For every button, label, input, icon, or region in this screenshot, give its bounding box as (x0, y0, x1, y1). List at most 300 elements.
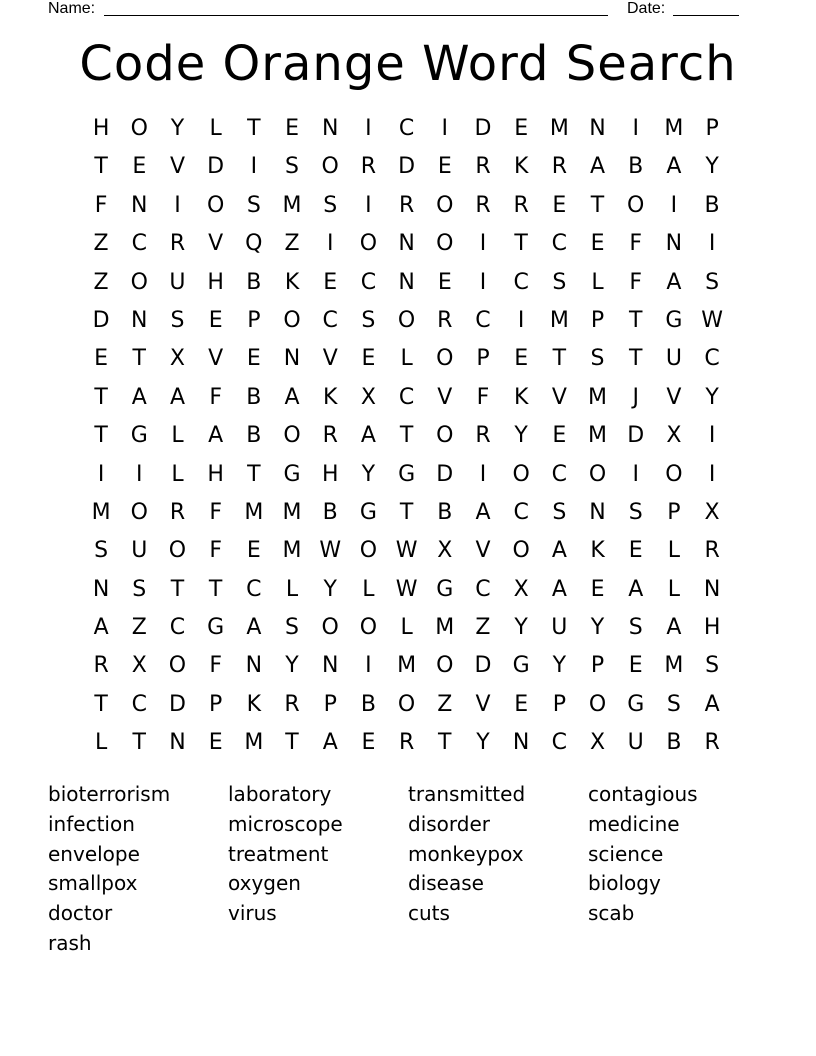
grid-cell: X (513, 576, 529, 602)
word-list-item: laboratory (228, 782, 332, 806)
grid-cell: V (437, 384, 453, 410)
word-list-item: treatment (228, 841, 329, 866)
grid-cell: Y (590, 615, 605, 641)
grid-cell: O (283, 307, 301, 333)
grid-cell: L (667, 538, 681, 564)
grid-cell: C (169, 615, 186, 641)
grid-cell: M (282, 192, 302, 218)
grid-cell: N (131, 192, 148, 218)
grid-cell: G (627, 691, 645, 717)
grid-cell: S (323, 192, 338, 218)
grid-cell: I (326, 231, 334, 257)
grid-cell: T (94, 384, 108, 410)
grid-cell: T (132, 730, 146, 756)
grid-cell: A (131, 384, 147, 410)
name-label: Name: (48, 0, 96, 17)
grid-cell: A (322, 730, 338, 756)
grid-cell: C (551, 231, 568, 257)
grid-cell: B (437, 499, 453, 525)
grid-cell: E (552, 423, 567, 449)
grid-cell: T (94, 691, 108, 717)
grid-cell: I (250, 154, 258, 180)
grid-cell: U (665, 346, 682, 372)
word-list-item: bioterrorism (48, 782, 171, 806)
grid-row (82, 417, 732, 455)
grid-cell: W (701, 307, 723, 333)
grid-row (82, 148, 732, 186)
grid-cell: T (628, 346, 643, 372)
grid-cell: P (590, 653, 605, 679)
grid-cell: R (169, 231, 186, 257)
grid-row (82, 379, 732, 417)
grid-cell: V (666, 384, 682, 410)
grid-cell: C (322, 307, 338, 333)
grid-cell: R (437, 307, 453, 333)
grid-row (82, 686, 732, 724)
grid-cell: R (169, 499, 186, 525)
grid-cell: Z (437, 691, 453, 717)
grid-cell: C (513, 499, 529, 525)
grid-cell: A (666, 269, 682, 295)
grid-cell: T (247, 116, 261, 141)
grid-cell: G (130, 423, 148, 449)
grid-cell: K (590, 538, 605, 564)
grid-row (82, 110, 732, 148)
grid-cell: A (666, 154, 682, 180)
grid-cell: T (208, 576, 223, 602)
grid-cell: A (246, 615, 262, 641)
grid-cell: V (208, 346, 224, 372)
grid-cell: D (398, 154, 416, 180)
grid-cell: C (513, 269, 529, 295)
grid-cell: O (436, 192, 454, 218)
grid-cell: V (208, 231, 224, 257)
grid-cell: E (94, 346, 109, 372)
grid-cell: W (319, 538, 342, 564)
grid-cell: D (92, 307, 110, 333)
grid-cell: A (93, 615, 109, 641)
grid-cell: E (285, 116, 299, 141)
grid-cell: I (365, 653, 372, 679)
grid-cell: M (664, 653, 684, 679)
grid-cell: B (246, 269, 262, 295)
word-list-item: transmitted (408, 782, 526, 806)
grid-cell: O (359, 615, 378, 641)
grid-cell: N (589, 116, 606, 141)
grid-cell: L (94, 730, 108, 756)
grid-cell: V (475, 691, 491, 717)
grid-cell: B (246, 384, 262, 410)
grid-cell: K (323, 384, 338, 410)
grid-cell: T (628, 307, 643, 333)
grid-cell: N (283, 346, 301, 372)
grid-cell: Y (514, 423, 528, 449)
grid-cell: N (398, 231, 415, 257)
grid-cell: M (244, 730, 264, 756)
grid-cell: I (441, 116, 449, 141)
grid-cell: L (171, 461, 184, 487)
grid-cell: B (704, 192, 720, 218)
grid-cell: I (708, 423, 716, 449)
grid-cell: Z (131, 615, 147, 641)
grid-cell: I (708, 461, 716, 487)
grid-cell: Y (705, 154, 719, 180)
word-list-item: doctor (48, 901, 113, 926)
date-blank-line (673, 15, 739, 16)
grid-row (82, 187, 732, 225)
grid-cell: X (360, 384, 376, 410)
grid-cell: I (708, 231, 716, 257)
grid-cell: E (628, 653, 643, 679)
page-title: Code Orange Word Search (79, 36, 737, 92)
grid-cell: P (705, 116, 719, 141)
grid-cell: O (588, 461, 607, 487)
grid-cell: N (131, 307, 148, 333)
grid-cell: F (209, 499, 222, 525)
grid-cell: F (209, 384, 222, 410)
grid-cell: C (551, 730, 568, 756)
word-list-item: disorder (408, 811, 491, 836)
grid-cell: O (168, 538, 187, 564)
grid-cell: S (132, 576, 147, 602)
grid-cell: U (131, 538, 148, 564)
grid-cell: N (92, 576, 110, 602)
grid-cell: X (131, 653, 147, 679)
grid-cell: M (282, 538, 302, 564)
grid-cell: O (436, 231, 454, 257)
grid-cell: M (244, 499, 264, 525)
grid-cell: I (632, 461, 639, 487)
word-list-item: contagious (588, 782, 698, 806)
header-line (48, 0, 748, 20)
grid-cell: O (321, 615, 339, 641)
grid-cell: U (169, 269, 186, 295)
grid-cell: T (132, 346, 146, 372)
grid-cell: K (513, 154, 529, 180)
grid-cell: F (629, 269, 643, 295)
grid-row (82, 225, 732, 263)
grid-cell: F (629, 231, 643, 257)
grid-cell: N (398, 269, 415, 295)
word-list-item: cuts (408, 901, 450, 926)
grid-cell: A (704, 691, 720, 717)
grid-cell: A (169, 384, 185, 410)
grid-cell: I (517, 307, 525, 333)
grid-cell: S (246, 192, 261, 218)
grid-cell: T (399, 499, 414, 525)
grid-cell: V (475, 538, 491, 564)
grid-cell: O (168, 653, 187, 679)
word-list-item: smallpox (48, 871, 138, 896)
grid-cell: O (359, 231, 378, 257)
grid-cell: G (512, 653, 530, 679)
grid-cell: D (474, 116, 492, 141)
word-list-item: infection (48, 811, 135, 836)
grid-cell: D (436, 461, 454, 487)
grid-cell: I (136, 461, 143, 487)
grid-cell: M (664, 116, 684, 141)
grid-cell: U (551, 615, 568, 641)
grid-cell: G (398, 461, 416, 487)
grid-cell: S (705, 269, 720, 295)
grid-cell: G (283, 461, 301, 487)
grid-cell: O (665, 461, 683, 487)
grid-cell: N (665, 231, 683, 257)
grid-cell: C (360, 269, 377, 295)
grid-cell: C (398, 116, 415, 141)
grid-cell: X (589, 730, 606, 756)
grid-cell: O (512, 538, 530, 564)
grid-cell: C (704, 346, 720, 372)
grid-cell: A (284, 384, 300, 410)
grid-cell: Y (323, 576, 337, 602)
grid-cell: E (437, 154, 452, 180)
word-list-item: microscope (228, 811, 343, 836)
grid-cell: O (130, 499, 148, 525)
grid-cell: A (475, 499, 491, 525)
grid-cell: P (667, 499, 681, 525)
grid-cell: E (246, 538, 261, 564)
grid-cell: G (359, 499, 377, 525)
grid-cell: T (590, 192, 605, 218)
grid-cell: J (632, 384, 639, 410)
grid-cell: G (436, 576, 454, 602)
grid-cell: R (475, 192, 491, 218)
word-list-item: disease (408, 871, 484, 896)
grid-cell: O (436, 346, 454, 372)
grid-cell: Y (705, 384, 719, 410)
grid-cell: E (552, 192, 567, 218)
grid-cell: F (94, 192, 108, 218)
grid-cell: S (170, 307, 185, 333)
grid-cell: D (207, 154, 225, 180)
grid-row (82, 571, 732, 609)
grid-cell: M (549, 307, 569, 333)
grid-cell: R (93, 653, 109, 679)
grid-cell: O (130, 269, 148, 295)
grid-cell: E (361, 346, 376, 372)
grid-cell: S (590, 346, 605, 372)
grid-cell: Z (93, 269, 109, 295)
grid-cell: X (666, 423, 682, 449)
grid-cell: I (632, 116, 639, 141)
grid-cell: D (474, 653, 492, 679)
grid-cell: C (131, 691, 147, 717)
grid-cell: C (246, 576, 262, 602)
grid-cell: I (97, 461, 105, 487)
grid-cell: K (246, 691, 262, 717)
grid-cell: P (209, 691, 223, 717)
grid-cell: A (666, 615, 682, 641)
grid-cell: E (132, 154, 147, 180)
grid-cell: R (704, 538, 720, 564)
grid-row (82, 647, 732, 685)
grid-cell: R (704, 730, 720, 756)
grid-cell: S (285, 154, 300, 180)
grid-cell: A (628, 576, 644, 602)
name-blank-line (104, 15, 608, 16)
grid-cell: R (398, 192, 415, 218)
grid-cell: V (169, 154, 185, 180)
grid-cell: L (285, 576, 299, 602)
word-list-item: medicine (588, 811, 680, 836)
grid-cell: O (397, 307, 416, 333)
grid-cell: Y (361, 461, 376, 487)
grid-cell: N (321, 653, 339, 679)
word-list (48, 780, 768, 959)
grid-cell: L (591, 269, 604, 295)
grid-cell: W (395, 538, 418, 564)
grid-cell: E (208, 307, 223, 333)
grid-cell: Y (476, 730, 490, 756)
grid-cell: M (397, 653, 417, 679)
grid-cell: M (588, 423, 608, 449)
grid-cell: T (170, 576, 185, 602)
grid-cell: O (397, 691, 416, 717)
grid-cell: M (588, 384, 608, 410)
grid-row (82, 609, 732, 647)
grid-cell: N (169, 730, 186, 756)
grid-row (82, 340, 732, 378)
grid-cell: Y (285, 653, 299, 679)
grid-cell: C (551, 461, 568, 487)
grid-cell: I (479, 269, 487, 295)
grid-cell: I (365, 116, 372, 141)
grid-cell: L (400, 346, 413, 372)
grid-cell: S (666, 691, 681, 717)
grid-cell: O (321, 154, 339, 180)
grid-cell: Z (93, 231, 109, 257)
grid-cell: Y (552, 653, 567, 679)
grid-cell: E (323, 269, 338, 295)
grid-cell: W (395, 576, 418, 602)
word-list-item: scab (588, 901, 635, 926)
grid-cell: A (551, 538, 567, 564)
grid-cell: T (94, 423, 108, 449)
word-list-item: virus (228, 901, 277, 926)
grid-cell: T (94, 154, 108, 180)
grid-cell: A (360, 423, 376, 449)
word-list-item: rash (48, 930, 92, 955)
grid-cell: Y (170, 116, 185, 141)
grid-cell: E (628, 538, 643, 564)
grid-cell: L (209, 116, 222, 141)
grid-cell: B (246, 423, 262, 449)
grid-cell: M (549, 116, 569, 141)
word-list-item: biology (588, 871, 661, 896)
grid-cell: T (399, 423, 414, 449)
grid-cell: O (436, 423, 454, 449)
grid-cell: O (588, 691, 607, 717)
grid-cell: I (479, 231, 487, 257)
grid-cell: X (437, 538, 453, 564)
grid-cell: C (131, 231, 147, 257)
grid-cell: T (247, 461, 261, 487)
grid-cell: C (475, 307, 491, 333)
grid-cell: I (174, 192, 181, 218)
grid-cell: E (514, 346, 529, 372)
grid-cell: B (360, 691, 376, 717)
grid-cell: I (670, 192, 678, 218)
grid-cell: D (168, 691, 186, 717)
grid-cell: X (169, 346, 185, 372)
grid-cell: B (322, 499, 338, 525)
grid-cell: R (513, 192, 529, 218)
grid-cell: K (284, 269, 300, 295)
grid-cell: O (359, 538, 378, 564)
grid-cell: C (475, 576, 491, 602)
grid-cell: O (512, 461, 530, 487)
grid-cell: X (704, 499, 720, 525)
grid-cell: V (551, 384, 567, 410)
grid-cell: S (552, 269, 567, 295)
grid-cell: L (171, 423, 184, 449)
grid-cell: R (475, 423, 491, 449)
grid-cell: S (94, 538, 109, 564)
grid-cell: O (130, 116, 148, 141)
grid-cell: E (208, 730, 223, 756)
grid-cell: V (322, 346, 338, 372)
grid-cell: E (514, 691, 529, 717)
grid-cell: F (476, 384, 490, 410)
grid-row (82, 302, 732, 340)
grid-cell: S (705, 653, 720, 679)
grid-cell: H (703, 615, 721, 641)
grid-cell: N (245, 653, 263, 679)
grid-cell: P (247, 307, 261, 333)
grid-cell: G (207, 615, 225, 641)
word-list-item: oxygen (228, 871, 301, 896)
grid-cell: S (361, 307, 376, 333)
grid-cell: M (91, 499, 111, 525)
grid-cell: S (285, 615, 300, 641)
word-list-item: science (588, 841, 664, 866)
grid-cell: S (552, 499, 567, 525)
grid-cell: P (323, 691, 337, 717)
grid-cell: S (628, 615, 643, 641)
grid-cell: N (589, 499, 606, 525)
grid-cell: Y (514, 615, 528, 641)
word-list-item: envelope (48, 841, 140, 866)
grid-cell: H (321, 461, 339, 487)
grid-cell: U (627, 730, 644, 756)
grid-cell: S (628, 499, 643, 525)
grid-row (82, 264, 732, 302)
grid-cell: T (552, 346, 567, 372)
grid-cell: K (513, 384, 529, 410)
grid-cell: Q (245, 231, 263, 257)
grid-cell: E (590, 576, 605, 602)
grid-cell: A (208, 423, 224, 449)
grid-cell: T (514, 231, 528, 257)
grid-cell: L (362, 576, 375, 602)
grid-cell: O (627, 192, 645, 218)
grid-cell: M (435, 615, 455, 641)
grid-cell: H (207, 461, 224, 487)
grid-cell: E (590, 231, 605, 257)
grid-cell: E (514, 116, 529, 141)
word-list-item: monkeypox (408, 841, 524, 866)
grid-row (82, 456, 732, 494)
grid-cell: R (475, 154, 491, 180)
grid-cell: M (282, 499, 302, 525)
grid-cell: P (590, 307, 605, 333)
grid-cell: N (512, 730, 530, 756)
grid-cell: R (551, 154, 567, 180)
grid-cell: A (551, 576, 567, 602)
grid-cell: E (246, 346, 261, 372)
grid-cell: B (666, 730, 682, 756)
